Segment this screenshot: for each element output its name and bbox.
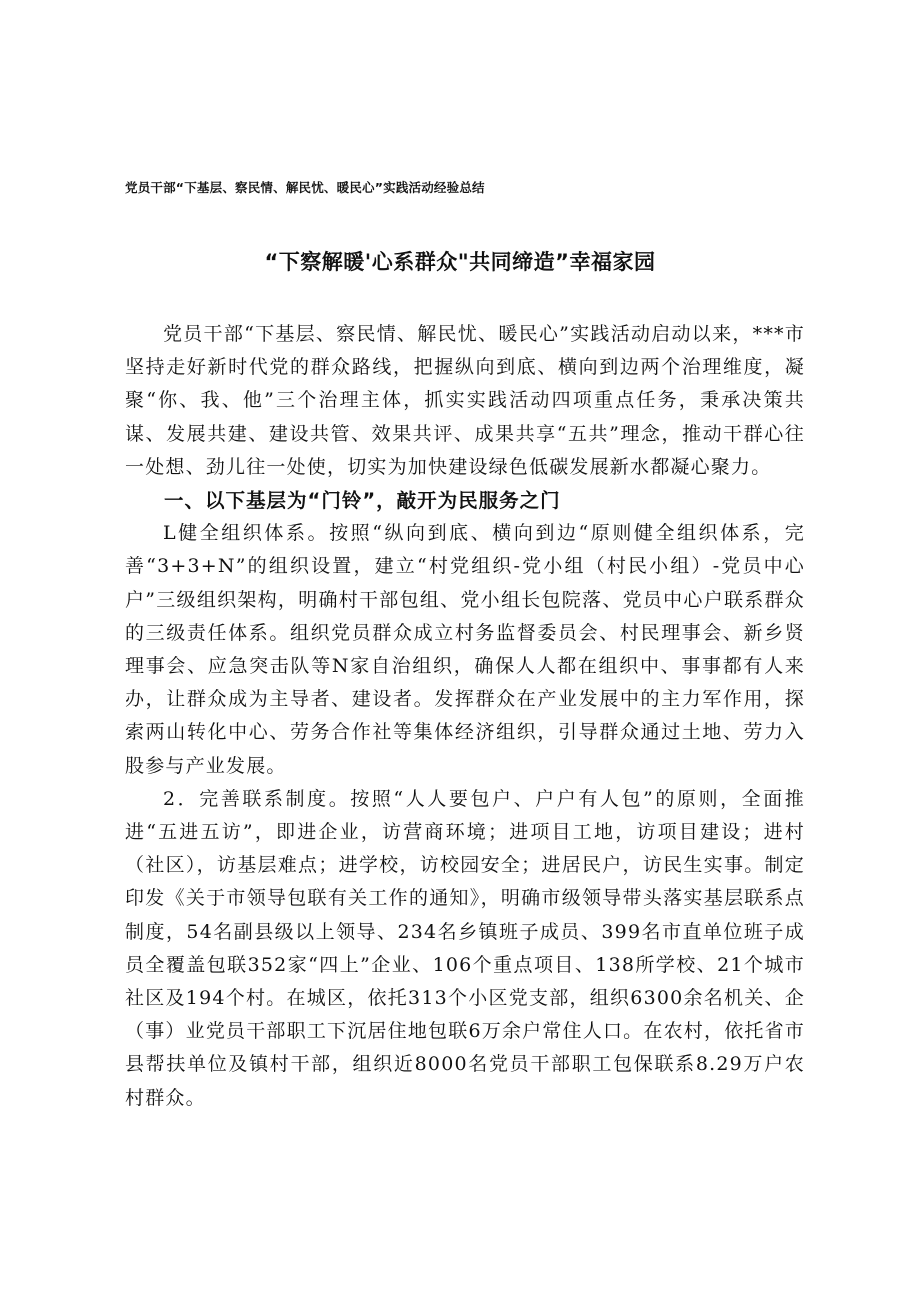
document-title: “下察解暖'心系群众"共同缔造”幸福家园 <box>264 250 656 274</box>
paragraph-contact-system: 2．完善联系制度。按照“人人要包户、户户有人包”的原则，全面推进“五进五访”，即进企业，访营商环境；进项目工地，访项目建设；进村（社区），访基层难点；进学校，访校园安全；进居民户，访民生实事。制定印发《关于市领导包联有关工作的通知》，明确市级领导带头落实基层联系点制度，54名副县级以上领导、234名乡镇班子成员、399名市直单位班子成员全覆盖包联352家“四上”企业、106个重点项目、138所学校、21个城市社区及194个村。在城区，依托313个小区党支部，组织6300余名机关、企（事）业党员干部职工下沉居住地包联6万余户常住人口。在农村，依托省市县帮扶单位及镇村干部，组织近8000名党员干部职工包保联系8.29万户农村群众。 <box>125 787 805 1109</box>
document-body <box>125 318 805 1115</box>
document-header: 党员干部“下基层、察民情、解民忧、暖民心”实践活动经验总结 <box>125 180 485 195</box>
intro-paragraph: 党员干部“下基层、察民情、解民忧、暖民心”实践活动启动以来，***市坚持走好新时代党的群众路线，把握纵向到底、横向到边两个治理维度，凝聚“你、我、他”三个治理主体，抓实实践活动四项重点任务，秉承决策共谋、发展共建、建设共管、效果共评、成果共享“五共”理念，推动干群心往一处想、劲儿往一处使，切实为加快建设绿色低碳发展新水都凝心聚力。 <box>125 323 805 478</box>
section-heading: 一、以下基层为“门铃”，敲开为民服务之门 <box>164 489 561 513</box>
paragraph-organization-system: L健全组织体系。按照“纵向到底、横向到边“原则健全组织体系，完善“3+3+N”的组织设置，建立“村党组织-党小组（村民小组）-党员中心户”三级组织架构，明确村干部包组、党小组长包院落、党员中心户联系群众的三级责任体系。组织党员群众成立村务监督委员会、村民理事会、新乡贤理事会、应急突击队等N家自治组织，确保人人都在组织中、事事都有人来办，让群众成为主导者、建设者。发挥群众在产业发展中的主力军作用，探索两山转化中心、劳务合作社等集体经济组织，引导群众通过土地、劳力入股参与产业发展。 <box>125 522 805 777</box>
